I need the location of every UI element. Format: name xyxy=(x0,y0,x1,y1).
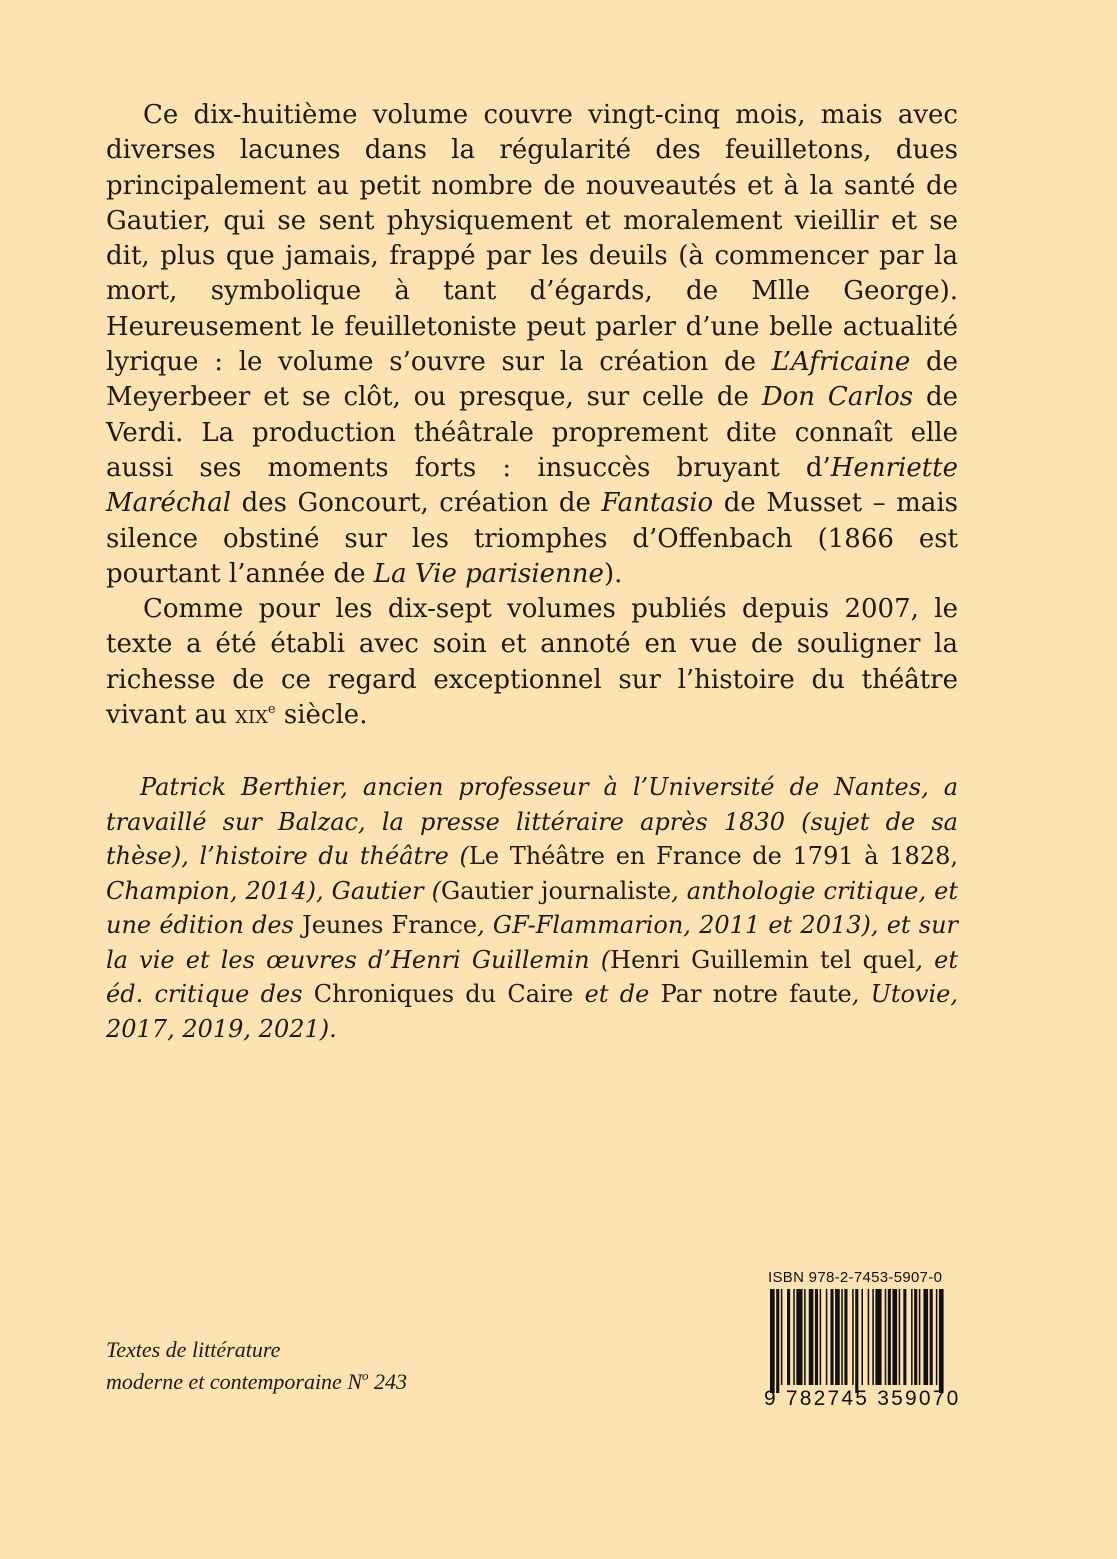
barcode-bar xyxy=(855,1289,858,1393)
biography-text: , anthologie critique, et une édition des xyxy=(106,876,959,939)
barcode-bar xyxy=(914,1289,917,1385)
barcode-bar xyxy=(930,1289,933,1385)
work-title-la-vie-parisienne: La Vie parisienne xyxy=(373,558,604,589)
barcode-bar xyxy=(841,1289,843,1385)
barcode-bar xyxy=(796,1289,802,1385)
isbn-digits: 9 782745 359070 xyxy=(764,1387,961,1410)
number-sign-superscript: o xyxy=(362,1368,369,1383)
summary-text: de Musset – mais silence obstiné sur les triomphes d’Offenbach (1866 est pourtant l’année de xyxy=(106,488,958,589)
barcode-bar xyxy=(919,1289,921,1385)
summary-text: ). xyxy=(603,558,623,589)
biography-text: et de xyxy=(573,980,661,1008)
book-title: Gautier journaliste xyxy=(441,876,672,905)
barcode-bar xyxy=(868,1289,870,1385)
book-title: Henri Guillemin tel quel xyxy=(610,945,916,974)
series-name-line-1: Textes de littérature xyxy=(106,1337,281,1362)
barcode-bar xyxy=(888,1289,891,1385)
biography-paragraph xyxy=(106,770,958,1046)
isbn-barcode-block xyxy=(764,1265,960,1422)
barcode-bar xyxy=(885,1289,887,1385)
work-title-fantasio: Fantasio xyxy=(601,488,714,519)
barcode-bar xyxy=(911,1289,913,1385)
work-title-lafricaine: L’Africaine xyxy=(771,347,911,378)
barcode-bar xyxy=(844,1289,847,1385)
isbn-label: ISBN 978-2-7453-5907-0 xyxy=(768,1269,943,1286)
barcode-bar xyxy=(892,1289,897,1385)
barcode-bar xyxy=(903,1289,906,1385)
book-title: Le Théâtre en France de 1791 à 1828, xyxy=(468,842,958,870)
biography-text: , Utovie, 2017, 2019, 2021). xyxy=(106,980,958,1043)
barcode-bar xyxy=(923,1289,928,1385)
barcode-bar xyxy=(804,1289,806,1385)
barcode-bar xyxy=(770,1289,775,1393)
book-title: Par notre faute xyxy=(660,980,852,1008)
series-name-line-2 xyxy=(106,1366,407,1398)
book-title: Jeunes France xyxy=(302,911,478,939)
summary-text: de Verdi. La production théâtrale proprement dite connaît elle aussi ses moments forts : insuccès bruyant d’ xyxy=(106,382,958,483)
barcode-bar xyxy=(835,1289,840,1385)
barcode-bar xyxy=(830,1289,833,1385)
century-superscript: e xyxy=(267,702,276,718)
barcode-bar xyxy=(809,1289,814,1385)
biography-text: Champion, 2014), Gautier ( xyxy=(106,876,442,905)
summary-text: de Meyerbeer et se clôt, ou presque, sur celle de xyxy=(106,347,958,413)
barcode-bar xyxy=(820,1289,822,1385)
summary-paragraph-2 xyxy=(106,592,958,733)
author-biography xyxy=(106,770,958,1046)
barcode-bar xyxy=(939,1289,944,1393)
barcode-bar xyxy=(852,1289,854,1385)
barcode-bar xyxy=(872,1289,874,1385)
series-imprint xyxy=(106,1334,407,1398)
back-cover-summary xyxy=(106,98,958,733)
barcode-bar xyxy=(826,1289,828,1385)
barcode-bar xyxy=(815,1289,818,1385)
series-name-text: moderne et contemporaine N xyxy=(106,1369,362,1394)
biography-text: Patrick Berthier, ancien professeur à l’Université de Nantes, a travaillé sur Balzac, la presse littéraire après 1830 (sujet de sa thèse), l’histoire du théâtre ( xyxy=(106,773,958,870)
book-title: Chroniques du Caire xyxy=(313,980,574,1008)
summary-text: des Goncourt, création de xyxy=(231,488,602,519)
barcode-bar xyxy=(899,1289,901,1385)
summary-text: Ce dix-huitième volume couvre vingt-cinq mois, mais avec diverses lacunes dans la régularité des feuilletons, dues principalement au petit nombre de nouveautés et à la santé de Gautier, qui se sent physiquement et moralement vieillir et se dit, plus que jamais, frappé par les deuils (à commencer par la mort, symbolique à tant d’égards, de Mlle George). Heureusement le feuilletoniste peut parler d’une belle actualité lyrique : le volume s’ouvre sur la création de xyxy=(106,100,958,378)
barcode-bar xyxy=(861,1289,863,1385)
summary-text: Comme pour les dix-sept volumes publiés depuis 2007, le texte a été établi avec soin et annoté en vue de souligner la richesse de ce regard exceptionnel sur l’histoire du théâtre vivant au xyxy=(106,594,958,731)
biography-text: , et éd. critique des xyxy=(106,945,958,1008)
work-title-don-carlos: Don Carlos xyxy=(761,382,914,413)
series-number: 243 xyxy=(368,1369,407,1394)
barcode-bar xyxy=(875,1289,881,1385)
summary-text: siècle. xyxy=(275,700,368,731)
barcode-bar xyxy=(936,1289,938,1385)
summary-paragraph-1 xyxy=(106,98,958,592)
barcode-bar xyxy=(793,1289,795,1385)
barcode-bar xyxy=(776,1289,779,1393)
barcode-bar xyxy=(781,1289,783,1385)
biography-text: , GF-Flammarion, 2011 et 2013), et sur la vie et les œuvres d’Henri Guillemin ( xyxy=(106,911,959,974)
century-numeral: xix xyxy=(235,700,268,731)
barcode-image xyxy=(764,1289,960,1393)
work-title-henriette-marechal: Henriette Maréchal xyxy=(106,452,958,519)
barcode-bar xyxy=(787,1289,790,1385)
